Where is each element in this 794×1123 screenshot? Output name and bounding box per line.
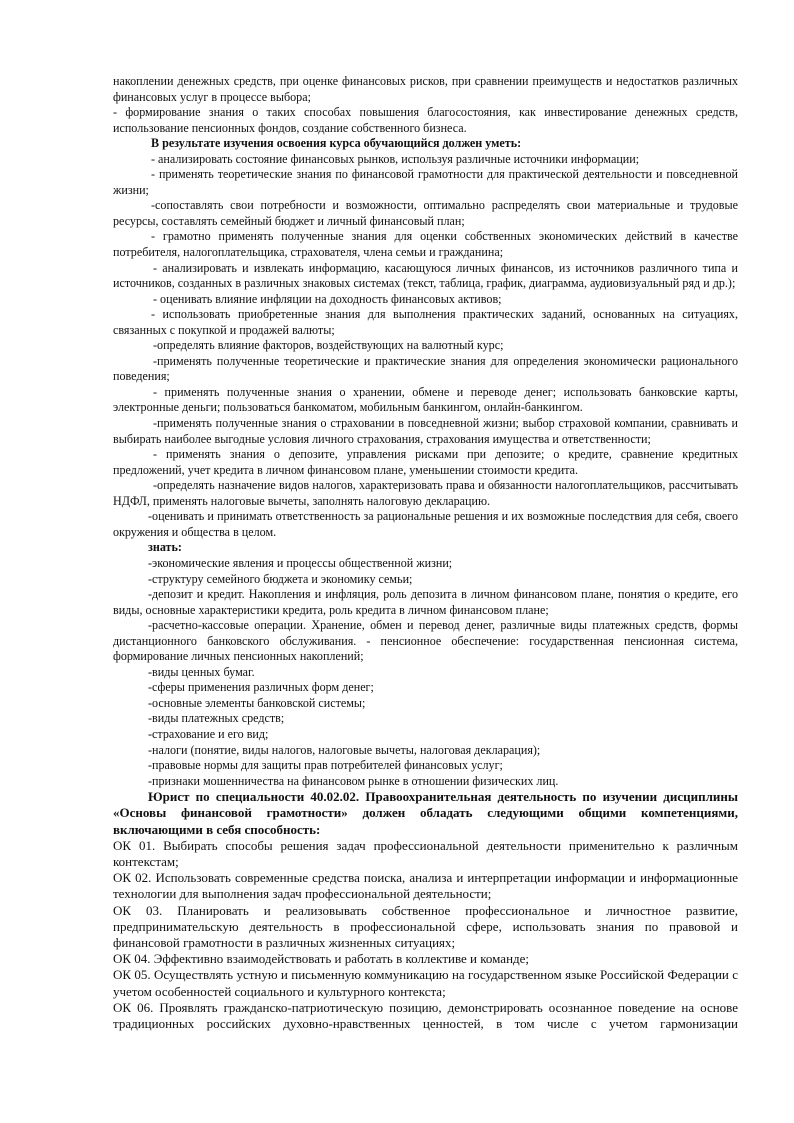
skill-item: - использовать приобретенные знания для выполнения практических заданий, основанных на ситуациях, связанных с покупкой и продажей валюты;: [113, 307, 738, 337]
skill-item: -сопоставлять свои потребности и возможности, оптимально распределять свои материальные и трудовые ресурсы, составлять семейный бюджет и личный финансовый план;: [113, 198, 738, 228]
know-item: -налоги (понятие, виды налогов, налоговые вычеты, налоговая декларация);: [148, 742, 541, 757]
know-item: -виды ценных бумаг.: [148, 664, 255, 679]
competence-item: ОК 01. Выбирать способы решения задач профессиональной деятельности применительно к различным контекстам;: [113, 837, 738, 869]
skill-item: - применять теоретические знания по финансовой грамотности для практической деятельности и повседневной жизни;: [113, 167, 738, 197]
document-page: [113, 74, 738, 1032]
skill-item: - применять полученные знания о хранении, обмене и переводе денег; использовать банковские карты, электронные деньги; пользоваться банкоматом, мобильным банкингом, онлайн-банкингом.: [113, 384, 738, 415]
know-item: -экономические явления и процессы общественной жизни;: [148, 555, 453, 570]
know-heading: знать:: [148, 540, 182, 555]
know-item: -расчетно-кассовые операции. Хранение, обмен и перевод денег, различные виды платежных средств, формы дистанционного банковского обслуживания. - пенсионное обеспечение: государственная пенсионная система, формирование личных пенсионных накоплений;: [113, 618, 738, 664]
skill-item: -применять полученные знания о страховании в повседневной жизни; выбор страховой компании, сравнивать и выбирать наиболее выгодные условия личного страхования, страхования имущества и ответственности;: [113, 416, 738, 446]
skill-item: -определять назначение видов налогов, характеризовать права и обязанности налогоплательщиков, рассчитывать НДФЛ, применять налоговые вычеты, заполнять налоговую декларацию.: [113, 478, 738, 508]
skill-item: - анализировать состояние финансовых рынков, используя различные источники информации;: [151, 151, 640, 166]
skill-item: -определять влияние факторов, воздействующих на валютный курс;: [153, 338, 504, 353]
competence-item: ОК 06. Проявлять гражданско-патриотическую позицию, демонстрировать осознанное поведение на основе традиционных российских духовно-нравственных ценностей, в том числе с учетом гармонизации: [113, 999, 738, 1031]
skill-item: - анализировать и извлекать информацию, касающуюся личных финансов, из источников различного типа и источников, созданных в различных знаковых системах (текст, таблица, график, диаграмма, аудиовизуальный ряд и др.);: [113, 260, 738, 291]
intro-paragraph: - формирование знания о таких способах повышения благосостояния, как инвестирование денежных средств, использование пенсионных фондов, создание собственного бизнеса.: [113, 105, 738, 135]
know-item: -страхование и его вид;: [148, 726, 269, 741]
know-item: -основные элементы банковской системы;: [148, 695, 366, 710]
skills-heading: В результате изучения освоения курса обучающийся должен уметь:: [151, 136, 522, 151]
skill-item: -применять полученные теоретические и практические знания для определения экономически рационального поведения;: [113, 353, 738, 384]
competence-item: ОК 02. Использовать современные средства поиска, анализа и интерпретации информации и информационные технологии для выполнения задач профессиональной деятельности;: [113, 870, 738, 902]
know-item: -признаки мошенничества на финансовом рынке в отношении физических лиц.: [148, 773, 559, 788]
know-item: -сферы применения различных форм денег;: [148, 680, 374, 695]
competence-item: ОК 05. Осуществлять устную и письменную коммуникацию на государственном языке Российской Федерации с учетом особенностей социального и культурного контекста;: [113, 967, 738, 999]
intro-paragraph: накоплении денежных средств, при оценке финансовых рисков, при сравнении преимуществ и недостатков различных финансовых услуг в процессе выбора;: [113, 74, 738, 104]
know-item: -правовые нормы для защиты прав потребителей финансовых услуг;: [148, 758, 503, 773]
competence-item: ОК 03. Планировать и реализовывать собственное профессиональное и личностное развитие, предпринимательскую деятельность в профессиональной сфере, использовать знания по правовой и финансовой грамотности в различных жизненных ситуациях;: [113, 902, 738, 950]
skill-item: -оценивать и принимать ответственность за рациональные решения и их возможные последствия для себя, своего окружения и общества в целом.: [113, 509, 738, 539]
skill-item: - применять знания о депозите, управления рисками при депозите; о кредите, сравнение кредитных предложений, учет кредита в личном финансовом плане, уменьшении стоимости кредита.: [113, 447, 738, 477]
know-item: -виды платежных средств;: [148, 711, 285, 726]
skill-item: - грамотно применять полученные знания для оценки собственных экономических действий в качестве потребителя, налогоплательщика, страхователя, члена семьи и гражданина;: [113, 229, 738, 260]
competence-item: ОК 04. Эффективно взаимодействовать и работать в коллективе и команде;: [113, 951, 530, 967]
skill-item: - оценивать влияние инфляции на доходность финансовых активов;: [153, 291, 502, 306]
know-item: -структуру семейного бюджета и экономику семьи;: [148, 571, 413, 586]
competence-heading: Юрист по специальности 40.02.02. Правоохранительная деятельность по изучении дисциплины «Основы финансовой грамотности» должен обладать следующими общими компетенциями, включающими в себя способность:: [113, 789, 738, 837]
know-item: -депозит и кредит. Накопления и инфляция, роль депозита в личном финансовом плане, понятия о кредите, его виды, основные характеристики кредита, роль кредита в личном финансовом плане;: [113, 587, 738, 617]
